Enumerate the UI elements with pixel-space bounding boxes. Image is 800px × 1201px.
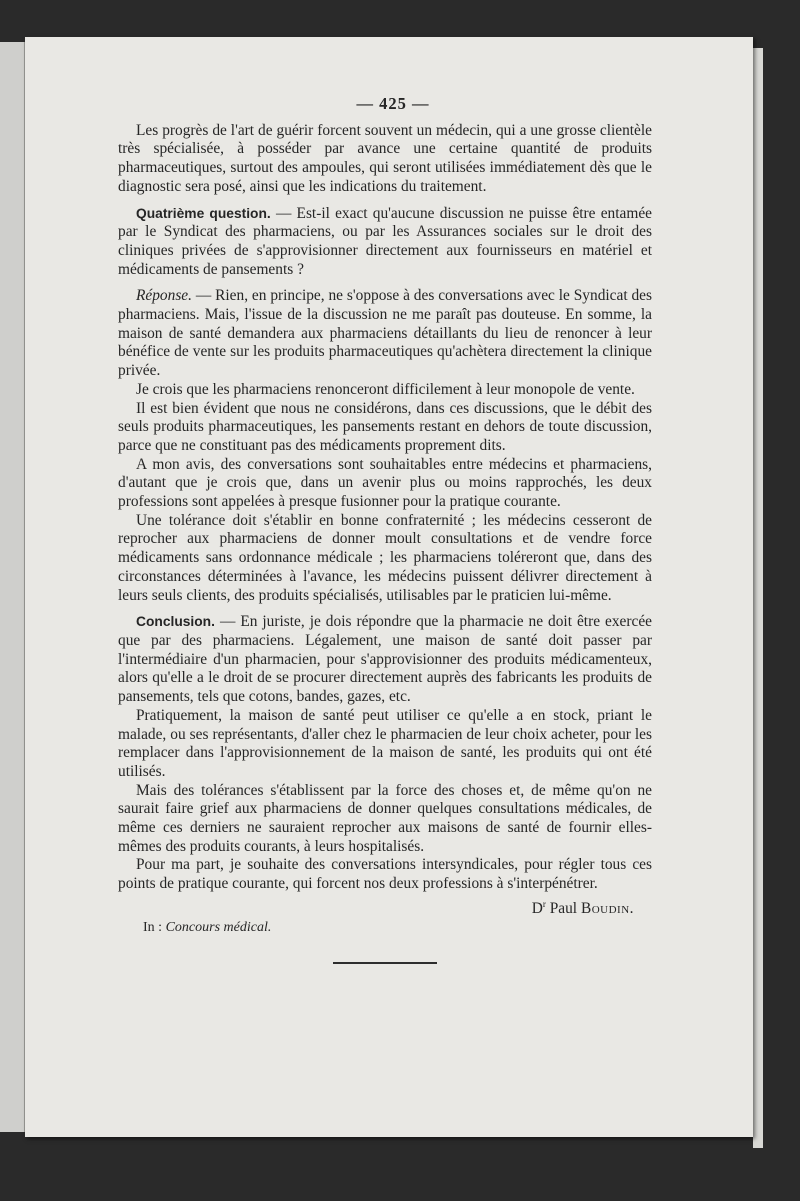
paragraph-10: Mais des tolérances s'établissent par la force des choses et, de même qu'on ne saurait faire grief aux pharmaciens de donner quelques consultations médicales, de même ces derniers ne sauraient reprocher aux maisons de santé de fournir elles-mêmes des produits courants, à leurs hospitalisés. — [118, 781, 652, 855]
source-title: Concours médical. — [165, 919, 272, 935]
paragraph-7: Une tolérance doit s'établir en bonne confraternité ; les médecins cesseront de reprocher aux pharmaciens de donner moult consultations et de vendre force médicaments sans ordonnance médicale ; les pharmaciens toléreront que, dans des circonstances déterminées à l'avance, les médecins puissent délivrer directement à leurs seuls clients, des produits spécialisés, utilisables par le praticien lui-même. — [118, 511, 652, 604]
end-rule — [333, 962, 437, 964]
response-label: Réponse. — [136, 287, 192, 305]
paragraph-1: Les progrès de l'art de guérir forcent souvent un médecin, qui a une grosse clientèle très spécialisée, à posséder par avance une certaine quantité de produits pharmaceutiques, surtout des ampoules, qui seront utilisées immédiatement dès que le diagnostic sera posé, ainsi que les indications du traitement. — [118, 121, 652, 195]
paragraph-response: Réponse. — Rien, en principe, ne s'oppose à des conversations avec le Syndicat des pharmaciens. Mais, l'issue de la discussion ne me paraît pas douteuse. En somme, la maison de santé demandera aux pharmaciens détaillants du lieu de renoncer à leur bénéfice de vente sur les produits pharmaceutiques qu'achètera directement la clinique privée. — [118, 287, 652, 380]
question-heading: Quatrième question. — [136, 205, 271, 221]
previous-page-edge — [0, 42, 25, 1132]
paragraph-9: Pratiquement, la maison de santé peut utiliser ce qu'elle a en stock, priant le malade, ou ses représentants, d'aller chez le pharmacien de leur choix acheter, pour les remplacer dans l'approvisionnement de la maison de santé, les produits qui ont été utilisés. — [118, 706, 652, 780]
author-surname: Boudin. — [580, 899, 634, 917]
paragraph-4: Je crois que les pharmaciens renonceront difficilement à leur monopole de vente. — [136, 380, 635, 398]
page-number: — 425 — — [356, 94, 430, 113]
page-content — [118, 95, 652, 964]
author-signature: $D^r$ Paul Boudin. — [531, 898, 634, 917]
source-citation: In : Concours médical. — [143, 919, 272, 935]
paragraph-5: Il est bien évident que nous ne considérons, dans ces discussions, que le débit des seuls produits pharmaceutiques, les pansements restant en dehors de toute discussion, parce que ne constituant pas des médicaments proprement dits. — [118, 399, 652, 454]
conclusion-heading: Conclusion. — [136, 614, 215, 630]
paragraph-question: Quatrième question. — Est-il exact qu'aucune discussion ne puisse être entamée par le Syndicat des pharmaciens, ou par les Assurances sociales sur le droit des cliniques privées de s'approvisionner directement aux fournisseurs en matériel et médicaments de pansements ? — [118, 204, 652, 278]
next-page-edge — [753, 48, 763, 1148]
paragraph-6: A mon avis, des conversations sont souhaitables entre médecins et pharmaciens, d'autant que je crois que, dans un avenir plus ou moins rapprochés, les deux professions sont appelées à presque fusionner pour la pratique courante. — [118, 455, 652, 511]
paragraph-conclusion: Conclusion. — En juriste, je dois répondre que la pharmacie ne doit être exercée que par des pharmaciens. Légalement, une maison de santé doit passer par l'intermédiaire d'un pharmacien, pour s'approvisionner des produits médicamenteux, alors qu'elle a le droit de se procurer directement auprès des fabricants les produits de pansements, tels que cotons, bandes, gazes, etc. — [118, 613, 652, 706]
document-page — [25, 37, 753, 1137]
paragraph-11: Pour ma part, je souhaite des conversations intersyndicales, pour régler tous ces points de pratique courante, qui forcent nos deux professions à s'interpénétrer. — [118, 856, 652, 893]
